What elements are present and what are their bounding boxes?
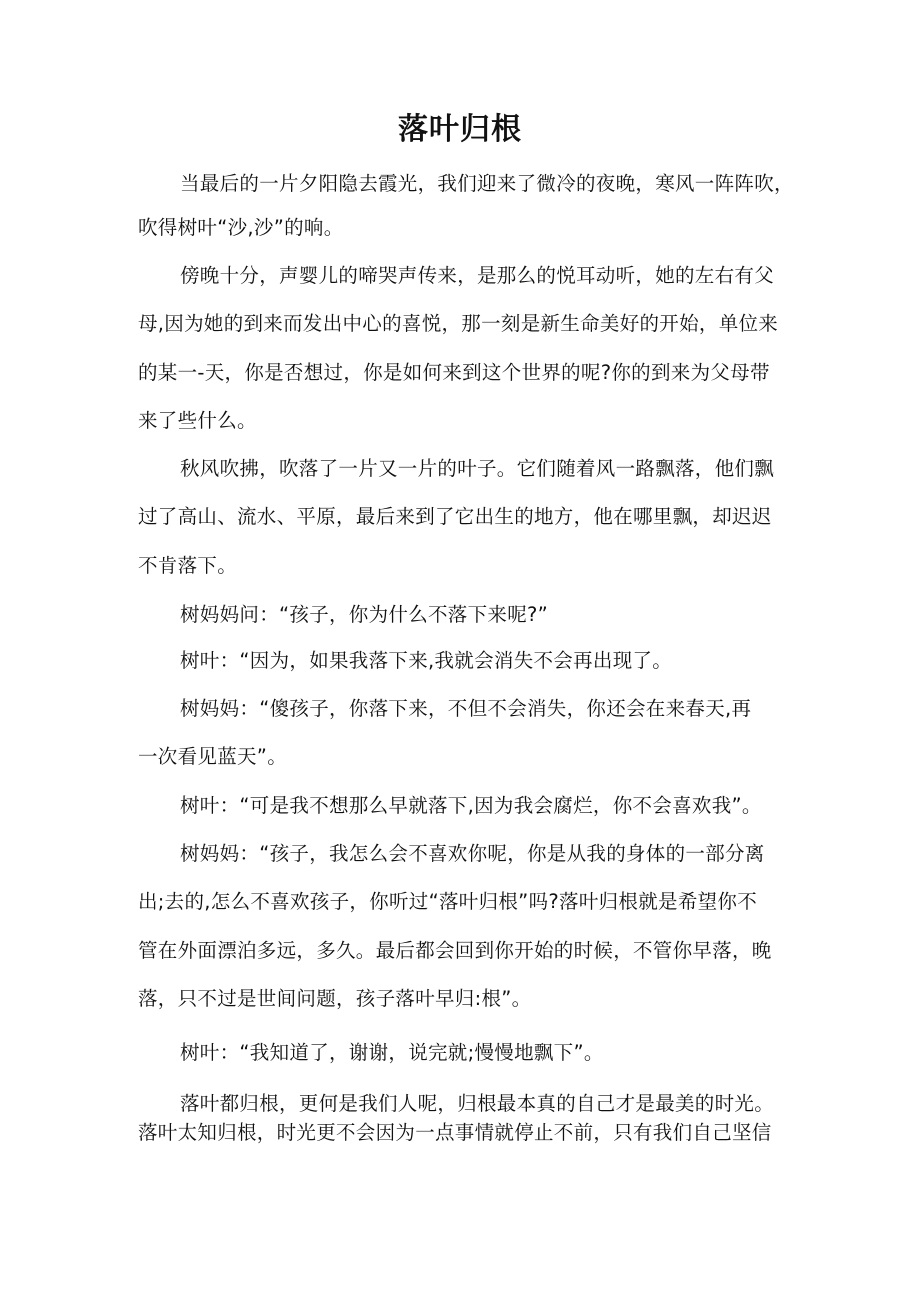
text-line: 母,因为她的到来而发出中心的喜悦，那一刻是新生命美好的开始，单位来 (138, 312, 779, 335)
text-line: 吹得树叶“沙,沙”的响。 (138, 216, 344, 239)
text-line: 树叶：“因为，如果我落下来,我就会消失不会再出现了。 (180, 649, 673, 672)
text-line: 树叶：“可是我不想那么早就落下,因为我会腐烂，你不会喜欢我”。 (180, 794, 762, 817)
text-line: 秋风吹拂，吹落了一片又一片的叶子。它们随着风一路飘落，他们飘 (180, 457, 775, 480)
text-line: 管在外面漂泊多远，多久。最后都会回到你开始的时候，不管你早落，晚 (138, 939, 772, 962)
text-line: 落，只不过是世间问题，孩子落叶早归:根”。 (138, 987, 532, 1010)
text-line: 树妈妈：“傻孩子，你落下来，不但不会消失，你还会在来春天,再 (180, 697, 752, 720)
text-line: 当最后的一片夕阳隐去霞光，我们迎来了微冷的夜晚，寒风一阵阵吹， (180, 172, 794, 195)
text-line: 来了些什么。 (138, 409, 257, 432)
text-line: 落叶太知归根，时光更不会因为一点事情就停止不前，只有我们自己坚信 (138, 1121, 772, 1144)
text-line: 傍晚十分，声婴儿的啼哭声传来，是那么的悦耳动听，她的左右有父 (180, 264, 775, 287)
text-line: 树妈妈问：“孩子，你为什么不落下来呢?” (180, 603, 549, 626)
text-line: 的某一-天，你是否想过，你是如何来到这个世界的呢?你的到来为父母带 (138, 361, 770, 384)
text-line: 落叶都归根，更何是我们人呢，归根最本真的自己才是最美的时光。 (180, 1092, 775, 1115)
text-line: 不肯落下。 (138, 554, 238, 577)
text-line: 出;去的,怎么不喜欢孩子，你听过“落叶归根”吗?落叶归根就是希望你不 (138, 890, 758, 913)
text-line: 树叶：“我知道了，谢谢，说完就;慢慢地飘下”。 (180, 1041, 604, 1064)
text-line: 过了高山、流水、平原，最后来到了它出生的地方，他在哪里飘，却迟迟 (138, 505, 772, 528)
text-line: 一次看见蓝天”。 (138, 745, 288, 768)
text-line: 树妈妈：“孩子，我怎么会不喜欢你呢，你是从我的身体的一部分离 (180, 842, 765, 865)
document-title: 落叶归根 (398, 112, 522, 147)
